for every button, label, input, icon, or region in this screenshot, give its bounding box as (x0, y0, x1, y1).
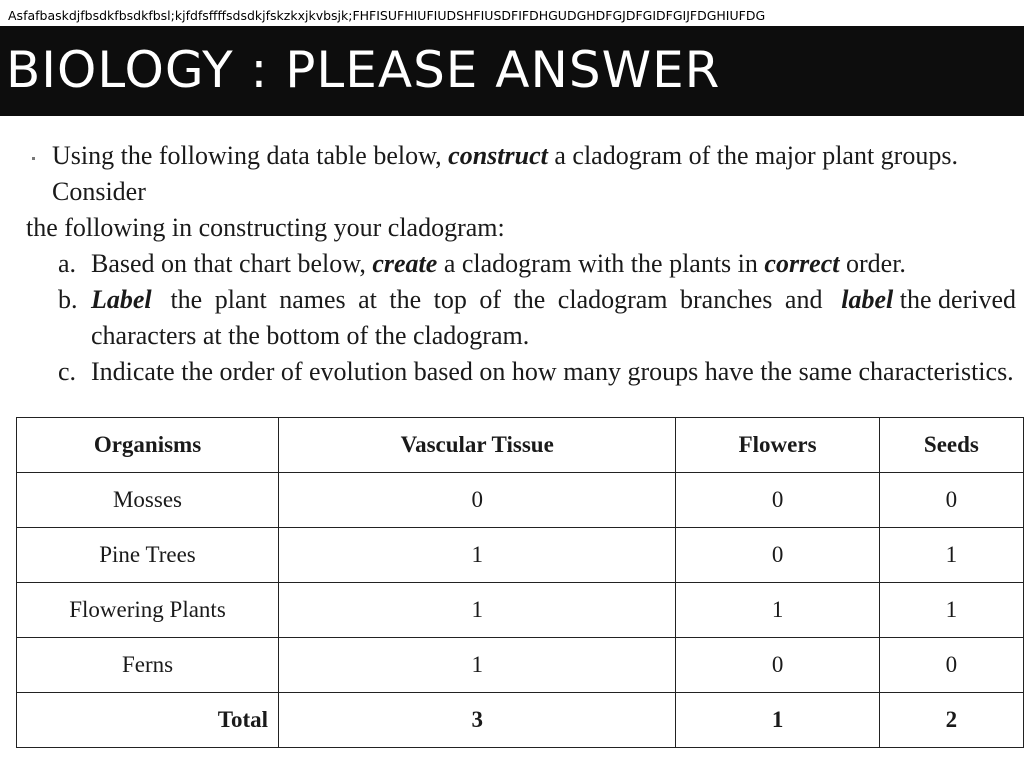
intro-paragraph: Using the following data table below, construct a cladogram of the major plant groups. Consider (52, 141, 958, 206)
emphasis-label: Label (91, 285, 152, 314)
item-letter: a. (58, 249, 77, 278)
header-organisms: Organisms (17, 418, 279, 473)
cell-flowers: 0 (676, 528, 879, 583)
cell-flowers: 0 (676, 473, 879, 528)
title-banner (0, 26, 1024, 116)
emphasis-create: create (372, 249, 438, 278)
intro-paragraph-line2: the following in constructing your cladogram: (26, 213, 505, 242)
table-row (17, 473, 1024, 528)
table-total-row (17, 693, 1024, 748)
table-row (17, 583, 1024, 638)
header-seeds: Seeds (879, 418, 1023, 473)
total-label: Total (17, 693, 279, 748)
cell-organism: Pine Trees (17, 528, 279, 583)
instruction-item-a: a. Based on that chart below, create a cladogram with the plants in correct order. (26, 246, 1016, 282)
plant-data-table (16, 417, 1024, 748)
header-flowers: Flowers (676, 418, 879, 473)
header-vascular-tissue: Vascular Tissue (279, 418, 676, 473)
cell-vascular: 1 (279, 583, 676, 638)
cell-vascular: 1 (279, 638, 676, 693)
item-letter: c. (58, 357, 77, 386)
cell-organism: Ferns (17, 638, 279, 693)
instruction-item-c: c. Indicate the order of evolution based on how many groups have the same characteristics. (26, 354, 1016, 390)
cell-organism: Mosses (17, 473, 279, 528)
table-row (17, 528, 1024, 583)
total-seeds: 2 (879, 693, 1023, 748)
table-header-row (17, 418, 1024, 473)
cell-seeds: 0 (879, 473, 1023, 528)
cell-vascular: 0 (279, 473, 676, 528)
instructions-block (26, 138, 1016, 390)
cell-vascular: 1 (279, 528, 676, 583)
cell-seeds: 1 (879, 528, 1023, 583)
instruction-item-b (26, 282, 1016, 354)
page-title: BIOLOGY : PLEASE ANSWER (6, 41, 721, 99)
item-letter: b. (58, 285, 78, 314)
cell-flowers: 1 (676, 583, 879, 638)
total-flowers: 1 (676, 693, 879, 748)
cell-seeds: 1 (879, 583, 1023, 638)
header-scribble-text: Asfafbaskdjfbsdkfbsdkfbsl;kjfdfsffffsdsdkjfskzkxjkvbsjk;FHFISUFHIUFIUDSHFIUSDFIFDHGUDGHDFGJDFGIDFGIJFDGHIUFDG (8, 8, 766, 23)
emphasis-correct: correct (764, 249, 840, 278)
table-row (17, 638, 1024, 693)
total-vascular: 3 (279, 693, 676, 748)
cell-flowers: 0 (676, 638, 879, 693)
emphasis-label-2: label (841, 285, 894, 314)
cell-organism: Flowering Plants (17, 583, 279, 638)
bullet-dot-icon (32, 157, 35, 160)
item-b-line2: characters at the bottom of the cladogram. (91, 321, 530, 350)
cell-seeds: 0 (879, 638, 1023, 693)
item-b-line1: Label the plant names at the top of the cladogram branches and label the derived (91, 285, 1016, 314)
emphasis-construct: construct (448, 141, 548, 170)
